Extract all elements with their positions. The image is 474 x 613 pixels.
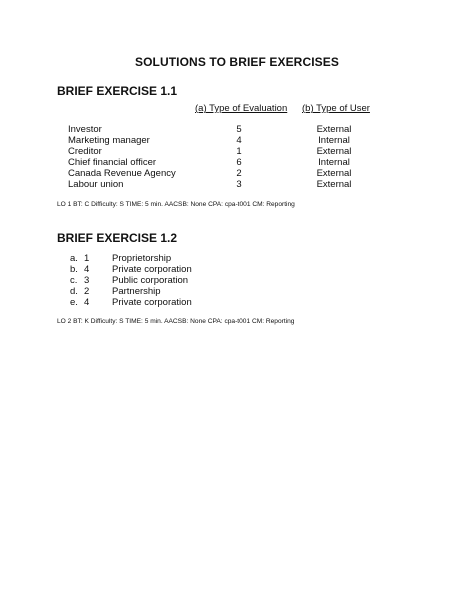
row-evaluation: 5	[236, 124, 242, 135]
table-row	[68, 157, 388, 168]
table-row	[68, 179, 388, 190]
table-row	[68, 168, 388, 179]
page-title: SOLUTIONS TO BRIEF EXERCISES	[135, 55, 339, 69]
exercise-2-note: LO 2 BT: K Difficulty: S TIME: 5 min. AACSB: None CPA: cpa-t001 CM: Reporting	[57, 318, 295, 325]
row-evaluation: 6	[236, 157, 242, 168]
table-row	[68, 135, 388, 146]
item-letter: b.	[70, 264, 78, 275]
row-evaluation: 3	[236, 179, 242, 190]
table-row	[68, 146, 388, 157]
row-user: Internal	[318, 135, 350, 146]
item-letter: d.	[70, 286, 78, 297]
list-item	[70, 275, 270, 286]
item-number: 1	[84, 253, 90, 264]
exercise-2-heading: BRIEF EXERCISE 1.2	[57, 231, 178, 245]
row-evaluation: 4	[236, 135, 242, 146]
item-type: Proprietorship	[112, 253, 172, 264]
exercise-1-heading: BRIEF EXERCISE 1.1	[57, 84, 178, 98]
item-type: Partnership	[112, 286, 161, 297]
row-user: External	[316, 179, 352, 190]
column-header-type-of-user: (b) Type of User	[302, 103, 370, 114]
row-user: External	[316, 168, 352, 179]
item-type: Private corporation	[112, 297, 192, 308]
table-row	[68, 124, 388, 135]
item-number: 4	[84, 264, 90, 275]
exercise-1-table	[68, 124, 388, 190]
exercise-2-list	[70, 253, 270, 308]
item-type: Public corporation	[112, 275, 189, 286]
exercise-1-note: LO 1 BT: C Difficulty: S TIME: 5 min. AACSB: None CPA: cpa-t001 CM: Reporting	[57, 201, 295, 208]
row-user: External	[316, 146, 352, 157]
list-item	[70, 253, 270, 264]
item-type: Private corporation	[112, 264, 192, 275]
row-label: Marketing manager	[68, 135, 150, 146]
list-item	[70, 297, 270, 308]
row-label: Creditor	[68, 146, 102, 157]
item-letter: c.	[70, 275, 78, 286]
row-evaluation: 1	[236, 146, 242, 157]
row-user: External	[316, 124, 352, 135]
item-letter: a.	[70, 253, 78, 264]
row-label: Chief financial officer	[68, 157, 157, 168]
row-label: Investor	[68, 124, 102, 135]
item-number: 4	[84, 297, 90, 308]
item-number: 3	[84, 275, 90, 286]
row-evaluation: 2	[236, 168, 242, 179]
item-letter: e.	[70, 297, 78, 308]
row-user: Internal	[318, 157, 350, 168]
row-label: Canada Revenue Agency	[68, 168, 176, 179]
row-label: Labour union	[68, 179, 124, 190]
list-item	[70, 286, 270, 297]
list-item	[70, 264, 270, 275]
item-number: 2	[84, 286, 90, 297]
column-header-type-of-evaluation: (a) Type of Evaluation	[195, 103, 288, 114]
